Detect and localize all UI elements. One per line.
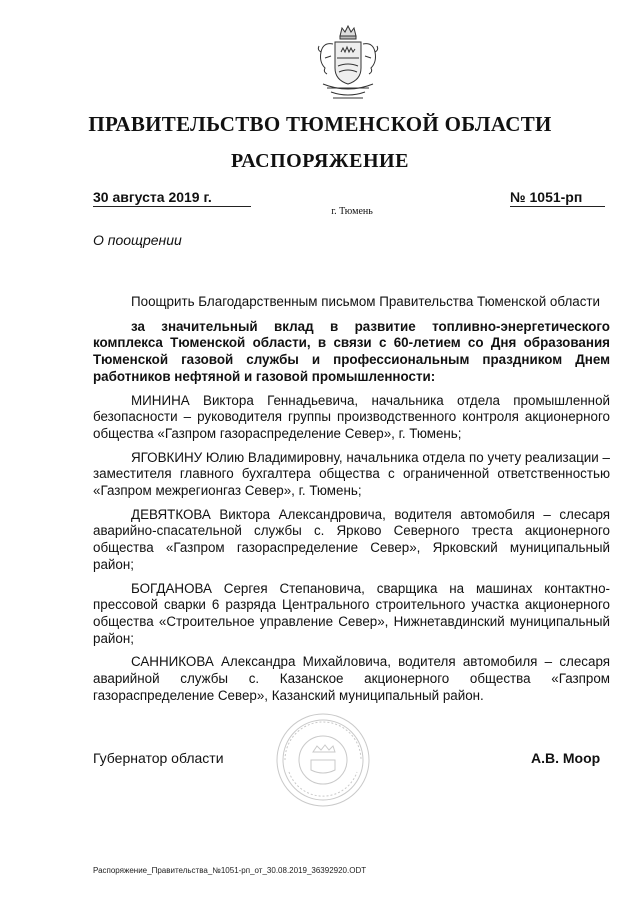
seal-icon <box>275 712 371 808</box>
awardee-paragraph: САННИКОВА Александра Михайловича, водителя автомобиля – слесаря аварийной службы с. Казанское акционерного общества «Газпром газораспределение Север», Казанский муниципальный район. <box>93 654 610 703</box>
document-date: 30 августа 2019 г. <box>93 189 251 207</box>
awardee-paragraph: ДЕВЯТКОВА Виктора Александровича, водителя автомобиля – слесаря аварийно-спасательной службы с. Ярково Северного треста акционерного общества «Газпром газораспределение Север», Ярковский муниципальный район; <box>93 506 610 572</box>
awardee-paragraph: ЯГОВКИНУ Юлию Владимировну, начальника отдела по учету реализации – заместителя главного бухгалтера общества с ограниченной ответственностью «Газпром межрегионгаз Север», г. Тюмень; <box>93 449 610 499</box>
document-city: г. Тюмень <box>331 206 373 217</box>
organization-title: ПРАВИТЕЛЬСТВО ТЮМЕНСКОЙ ОБЛАСТИ <box>88 112 552 136</box>
footer-filename: Распоряжение_Правительства_№1051-рп_от_30.08.2019_36392920.ODT <box>93 866 367 875</box>
document-number: № 1051-рп <box>510 189 605 207</box>
body-paragraph: Поощрить Благодарственным письмом Правительства Тюменской области <box>131 294 601 309</box>
coat-of-arms-icon <box>313 22 383 106</box>
document-subject: О поощрении <box>93 232 182 248</box>
document-body <box>93 294 610 711</box>
signatory-title: Губернатор области <box>93 750 224 766</box>
body-paragraph-reason: за значительный вклад в развитие топливно-энергетического комплекса Тюменской области, в связи с 60-летием со Дня образования Тюменской газовой службы и профессиональным праздником Днем работников нефтяной и газовой промышленности: <box>93 318 610 384</box>
document-type-heading: РАСПОРЯЖЕНИЕ <box>231 150 409 172</box>
awardee-paragraph: БОГДАНОВА Сергея Степановича, сварщика на машинах контактно-прессовой сварки 6 разряда Центрального строительного участка акционерного общества «Строительное управление Север», Нижнетавдинский муниципальный район; <box>93 580 610 646</box>
awardee-paragraph: МИНИНА Виктора Геннадьевича, начальника отдела промышленной безопасности – руководителя группы производственного контроля акционерного общества «Газпром газораспределение Север», г. Тюмень; <box>93 392 610 441</box>
signatory-name: А.В. Моор <box>531 750 601 766</box>
